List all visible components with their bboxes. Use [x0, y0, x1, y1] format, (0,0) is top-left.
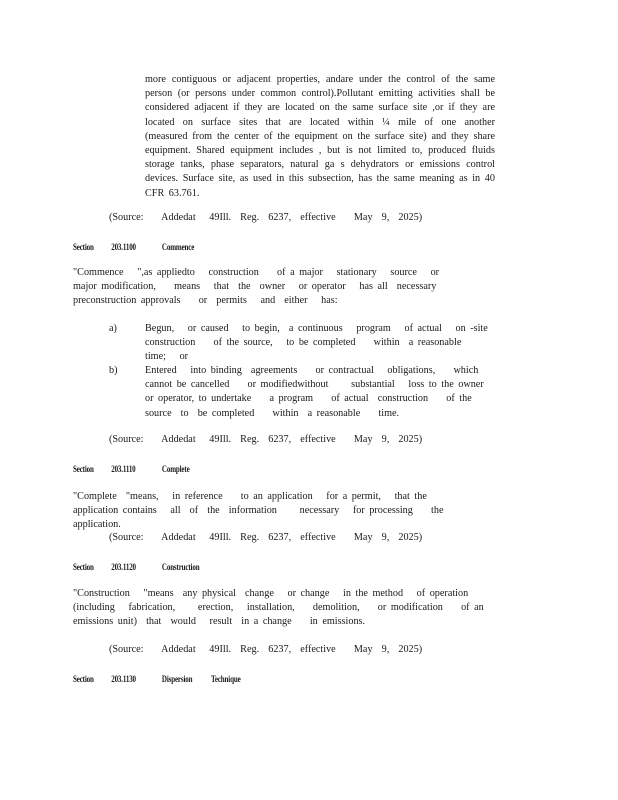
source-note: (Source: Addedat 49Ill. Reg. 6237, effective May 9, 2025) — [109, 644, 423, 655]
list-marker: a) — [109, 323, 117, 334]
list-marker: b) — [109, 365, 118, 376]
section-body: "Complete "means, in reference to an application for a permit, that the application contains all of the information necessary for processing the application. — [73, 491, 449, 531]
section-number: 203.1120 — [111, 562, 136, 572]
section-heading — [73, 242, 194, 252]
source-note: (Source: Addedat 49Ill. Reg. 6237, effective May 9, 2025) — [109, 434, 423, 445]
list-item-text: Entered into binding agreements or contractual obligations, which cannot be cancelled or modifiedwithout substantial loss to the owner or operator, to undertake a program of actual construction of the source to be completed within a reasonable time. — [145, 365, 498, 419]
list-item-text: Begun, or caused to begin, a continuous program of actual on -site construction of the source, to be completed within a reasonable time; or — [145, 323, 493, 363]
section-body: "Commence ",as appliedto construction of a major stationary source or major modification, means that the owner or operator has all necessary preconstruction approvals or permits and either has: — [73, 267, 451, 307]
section-body: "Construction "means any physical change or change in the method of operation (including fabrication, erection, installation, demolition, or modification of an emissions unit) that would result in a change in emissions. — [73, 588, 489, 628]
section-label: Section — [73, 562, 94, 572]
section-label: Section — [73, 464, 94, 474]
section-heading — [73, 464, 190, 474]
source-note: (Source: Addedat 49Ill. Reg. 6237, effective May 9, 2025) — [109, 212, 423, 223]
section-heading — [73, 562, 199, 572]
section-heading — [73, 674, 241, 684]
section-label: Section — [73, 674, 94, 684]
section-title: Dispersion Technique — [161, 674, 241, 684]
section-number: 203.1130 — [111, 674, 136, 684]
section-label: Section — [73, 242, 94, 252]
section-title: Construction — [161, 562, 200, 572]
section-title: Complete — [161, 464, 190, 474]
section-title: Commence — [161, 242, 195, 252]
section-number: 203.1100 — [111, 242, 136, 252]
source-note: (Source: Addedat 49Ill. Reg. 6237, effective May 9, 2025) — [109, 532, 423, 543]
section-number: 203.1110 — [111, 464, 136, 474]
continuation-paragraph: more contiguous or adjacent properties, andare under the control of the same person (or persons under common control).Pollutant emitting activities shall be considered adjacent if they are located on the same surface site ,or if they are located on surface sites that are located within ¼ mile of one another (measured from the center of the equipment on the surface site) and they share equipment. Shared equipment includes , but is not limited to, produced fluids storage tanks, phase separators, natural ga s dehydrators or emissions control devices. Surface site, as used in this subsection, has the same meaning as in 40 CFR 63.761. — [145, 74, 500, 199]
